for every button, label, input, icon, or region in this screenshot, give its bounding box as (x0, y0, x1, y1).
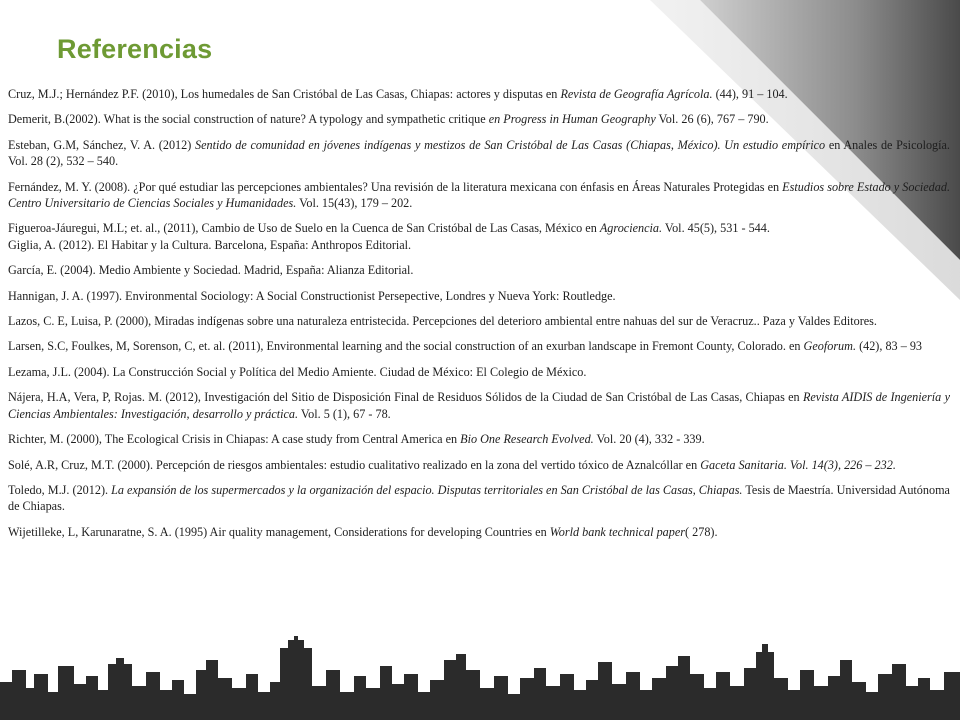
reference-entry (8, 389, 950, 422)
reference-text: Cruz, M.J.; Hernández P.F. (2010), Los humedales de San Cristóbal de Las Casas, Chiapas: actores y disputas en (8, 87, 561, 101)
reference-entry (8, 179, 950, 212)
reference-text: Lezama, J.L. (2004). La Construcción Social y Política del Medio Amiente. Ciudad de México: El Colegio de México. (8, 364, 587, 379)
reference-text: Vol. 5 (1), 67 - 78. (298, 406, 391, 421)
reference-entry (8, 457, 950, 473)
reference-text: Vol. 26 (6), 767 – 790. (655, 112, 769, 127)
reference-text: (42), 83 – 93 (856, 339, 923, 354)
reference-text: Demerit, B.(2002). What is the social construction of nature? A typology and sympathetic critique (8, 112, 489, 127)
city-skyline-silhouette (0, 630, 960, 720)
reference-italic-text: World bank technical paper (549, 524, 686, 539)
slide-title: Referencias (57, 34, 213, 64)
reference-entry (8, 262, 950, 278)
reference-italic-text: Revista de Geografía Agrícola. (560, 87, 713, 101)
reference-italic-text: Gaceta Sanitaria. Vol. 14(3), 226 – 232. (700, 457, 896, 472)
reference-text: Vol. 20 (4), 332 - 339. (593, 432, 705, 447)
reference-text: Fernández, M. Y. (2008). ¿Por qué estudiar las percepciones ambientales? Una revisión de la literatura mexicana con énfasis en Áreas Naturales Protegidas en (8, 179, 783, 194)
reference-entry (8, 313, 950, 329)
reference-entry (8, 111, 950, 127)
reference-text: García, E. (2004). Medio Ambiente y Sociedad. Madrid, España: Alianza Editorial. (8, 263, 414, 278)
reference-entry (8, 364, 950, 380)
reference-text: Richter, M. (2000), The Ecological Crisis in Chiapas: A case study from Central America en (8, 432, 461, 447)
reference-text: en Anales de Psicología. Vol. 28 (2), 532 – 540. (8, 137, 950, 169)
reference-list (8, 86, 950, 549)
reference-text: ( 278). (685, 524, 718, 539)
reference-text: Wijetilleke, L, Karunaratne, S. A. (1995) Air quality management, Considerations for developing Countries en (8, 524, 550, 539)
reference-italic-text: Bio One Research Evolved. (460, 432, 594, 447)
reference-italic-text: Geoforum. (803, 339, 857, 354)
reference-italic-text: Revista AIDIS de Ingeniería y Ciencias Ambientales: Investigación, desarrollo y práctica. (8, 390, 950, 421)
reference-text: Vol. 45(5), 531 - 544. (662, 221, 770, 236)
reference-italic-text: Sentido de comunidad en jóvenes indígenas y mestizos de San Cristóbal de Las Casas (Chiapas, México). Un estudio empírico (195, 137, 826, 152)
reference-text: Vol. 15(43), 179 – 202. (296, 196, 413, 211)
reference-text: Larsen, S.C, Foulkes, M, Sorenson, C, et. al. (2011), Environmental learning and the social construction of an exurban landscape in Fremont County, Colorado. en (8, 339, 804, 354)
reference-entry (8, 482, 950, 515)
reference-text: Hannigan, J. A. (1997). Environmental Sociology: A Social Constructionist Persepective, Londres y Nueva York: Routledge. (8, 288, 616, 303)
reference-entry (8, 524, 950, 540)
reference-entry (8, 288, 950, 304)
reference-italic-text: Agrociencia. (599, 221, 663, 236)
reference-entry (8, 86, 950, 102)
reference-text: Figueroa-Jáuregui, M.L; et. al., (2011), Cambio de Uso de Suelo en la Cuenca de San Cristóbal de Las Casas, México en (8, 221, 600, 236)
reference-entry (8, 237, 950, 253)
reference-text: (44), 91 – 104. (712, 87, 788, 101)
reference-entry (8, 220, 950, 236)
reference-italic-text: Estudios sobre Estado y Sociedad. Centro Universitario de Ciencias Sociales y Humanidades. (8, 179, 950, 211)
reference-entry (8, 431, 950, 447)
reference-text: Toledo, M.J. (2012). (8, 482, 112, 497)
reference-text: Esteban, G.M, Sánchez, V. A. (2012) (8, 137, 196, 152)
reference-italic-text: La expansión de los supermercados y la organización del espacio. Disputas territoriales en San Cristóbal de las Casas, Chiapas. (111, 482, 743, 497)
reference-entry (8, 137, 950, 170)
reference-entry (8, 338, 950, 354)
reference-italic-text: en Progress in Human Geography (488, 112, 656, 127)
reference-text: Nájera, H.A, Vera, P, Rojas. M. (2012), Investigación del Sitio de Disposición Final de Residuos Sólidos de la Ciudad de San Cristóbal de Las Casas, Chiapas en (8, 390, 803, 405)
reference-text: Tesis de Maestría. Universidad Autónoma de Chiapas. (8, 482, 950, 514)
reference-text: Lazos, C. E, Luisa, P. (2000), Miradas indígenas sobre una naturaleza entristecida. Percepciones del deterioro ambiental entre nahuas del sur de Veracruz.. Paza y Valdes Editores. (8, 314, 877, 329)
reference-text: Solé, A.R, Cruz, M.T. (2000). Percepción de riesgos ambientales: estudio cualitativo realizado en la zona del vertido tóxico de Aznalcóllar en (8, 457, 701, 472)
reference-text: Giglia, A. (2012). El Habitar y la Cultura. Barcelona, España: Anthropos Editorial. (8, 237, 412, 252)
